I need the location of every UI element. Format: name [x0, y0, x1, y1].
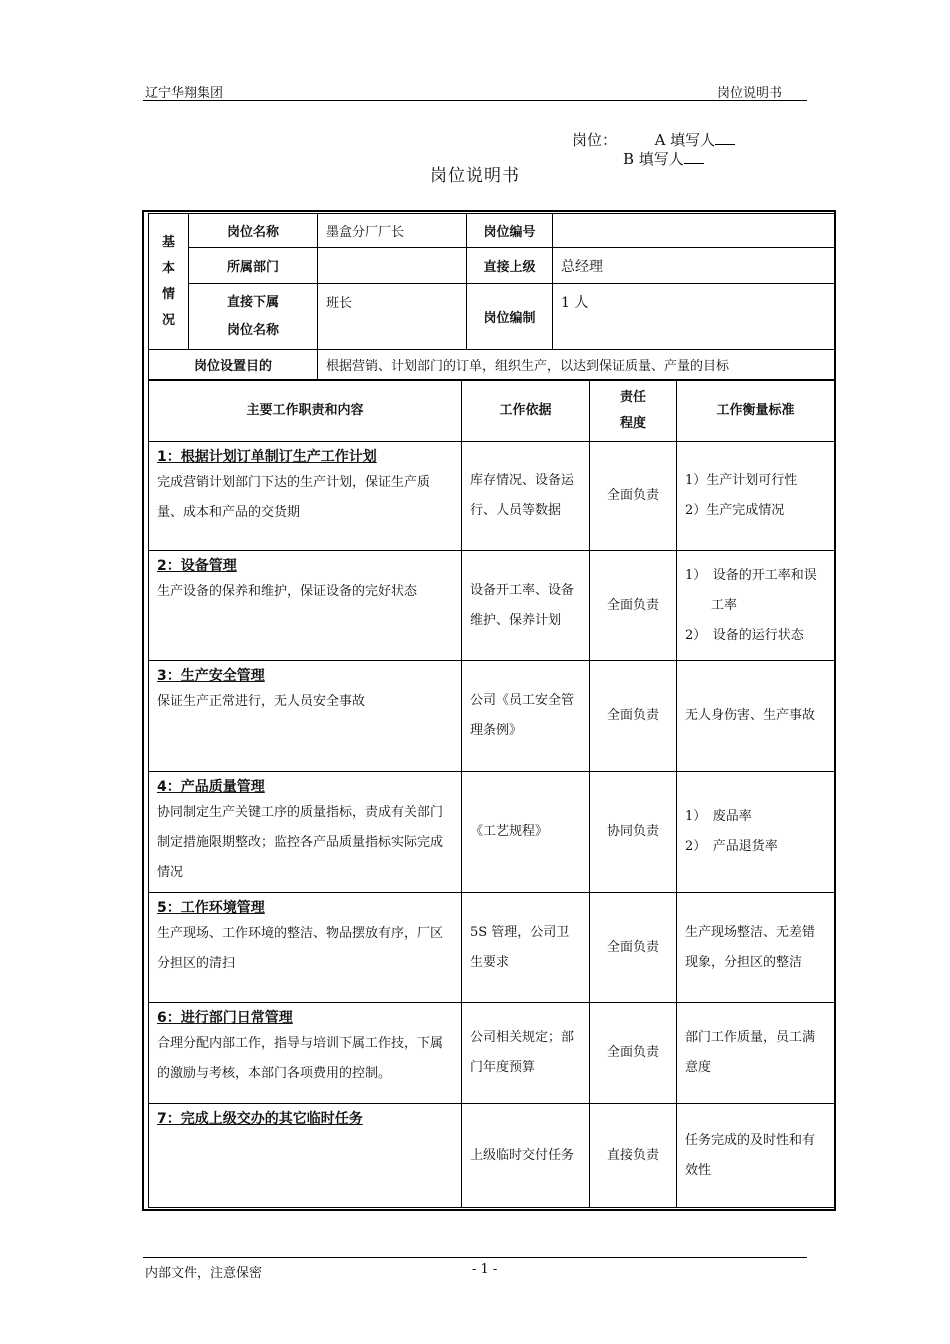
footer-note: 内部文件，注意保密: [145, 1266, 263, 1281]
duty-basis: 库存情况、设备运行、人员等数据: [462, 442, 590, 551]
table-row: [149, 1003, 835, 1104]
duty-header-responsibility: 责任 程度: [590, 381, 677, 442]
duty-content: [149, 1003, 462, 1104]
duty-resp: 全面负责: [590, 551, 677, 661]
duty-standard: 生产现场整洁、无差错现象，分担区的整洁: [677, 893, 835, 1003]
post-no-label: 岗位编号: [467, 214, 553, 248]
post-name-value[interactable]: 墨盒分厂厂长: [318, 214, 467, 248]
duty-standard: 1） 设备的开工率和误 工率 2） 设备的运行状态: [677, 551, 835, 661]
duty-resp: 全面负责: [590, 661, 677, 772]
basic-side-label: 基 本 情 况: [149, 214, 189, 350]
duty-content: [149, 661, 462, 772]
duty-resp: 全面负责: [590, 1003, 677, 1104]
duty-table: [148, 380, 835, 1208]
table-row: [149, 1104, 835, 1208]
duty-standard: 1） 废品率 2） 产品退货率: [677, 772, 835, 893]
table-row: [149, 893, 835, 1003]
duty-standard: 无人身伤害、生产事故: [677, 661, 835, 772]
headcount-label: 岗位编制: [467, 284, 553, 350]
duty-desc: 完成营销计划部门下达的生产计划，保证生产质量、成本和产品的交货期: [157, 475, 431, 520]
post-no-value[interactable]: [553, 214, 835, 248]
duty-content: [149, 1104, 462, 1208]
superior-value[interactable]: 总经理: [553, 248, 835, 284]
post-name-label: 岗位名称: [189, 214, 318, 248]
header-doc-type: 岗位说明书: [717, 86, 783, 101]
table-row: [149, 442, 835, 551]
duty-title: 1：根据计划订单制订生产工作计划: [157, 449, 377, 465]
duty-title: 7：完成上级交办的其它临时任务: [157, 1111, 363, 1127]
table-row: [149, 551, 835, 661]
fill-in-position: [572, 129, 735, 150]
header-company: 辽宁华翔集团: [145, 86, 224, 101]
position-label: 岗位：: [572, 131, 618, 149]
purpose-label: 岗位设置目的: [149, 350, 318, 380]
duty-resp: 直接负责: [590, 1104, 677, 1208]
duty-basis: 5S 管理，公司卫生要求: [462, 893, 590, 1003]
purpose-value[interactable]: 根据营销、计划部门的订单，组织生产，以达到保证质量、产量的目标: [318, 350, 835, 380]
header-rule: [143, 100, 807, 101]
duty-desc: 协同制定生产关键工序的质量指标，责成有关部门制定措施限期整改；监控各产品质量指标实际完成情况: [157, 805, 444, 880]
duty-standard: 1）生产计划可行性 2）生产完成情况: [677, 442, 835, 551]
page-title: 岗位说明书: [430, 166, 520, 186]
table-row: [149, 772, 835, 893]
duty-basis: 设备开工率、设备维护、保养计划: [462, 551, 590, 661]
duty-desc: 生产设备的保养和维护，保证设备的完好状态: [157, 584, 418, 599]
duty-content: [149, 893, 462, 1003]
footer-rule: [143, 1257, 807, 1258]
subordinate-label: 直接下属 岗位名称: [189, 284, 318, 350]
a-writer-blank[interactable]: [715, 130, 735, 145]
duty-basis: 上级临时交付任务: [462, 1104, 590, 1208]
duty-desc: 保证生产正常进行，无人员安全事故: [157, 694, 366, 709]
headcount-value[interactable]: 1 人: [553, 284, 835, 350]
duty-header-basis: 工作依据: [462, 381, 590, 442]
dept-value[interactable]: [318, 248, 467, 284]
basic-info-table: [148, 213, 835, 380]
duty-title: 4：产品质量管理: [157, 779, 265, 795]
duty-basis: 公司《员工安全管理条例》: [462, 661, 590, 772]
duty-title: 6：进行部门日常管理: [157, 1010, 293, 1026]
job-description-sheet: [142, 210, 836, 1211]
duty-header-standard: 工作衡量标准: [677, 381, 835, 442]
duty-resp: 全面负责: [590, 442, 677, 551]
duty-content: [149, 772, 462, 893]
duty-desc: 合理分配内部工作，指导与培训下属工作技，下属的激励与考核，本部门各项费用的控制。: [157, 1036, 444, 1081]
duty-content: [149, 442, 462, 551]
b-writer-label: B 填写人: [623, 150, 684, 168]
duty-desc: 生产现场、工作环境的整洁、物品摆放有序，厂区分担区的清扫: [157, 926, 444, 971]
duty-resp: 协同负责: [590, 772, 677, 893]
duty-content: [149, 551, 462, 661]
duty-basis: 《工艺规程》: [462, 772, 590, 893]
duty-title: 3：生产安全管理: [157, 668, 265, 684]
a-writer-label: A 填写人: [654, 131, 716, 149]
table-row: [149, 661, 835, 772]
subordinate-value[interactable]: 班长: [318, 284, 467, 350]
duty-standard: 任务完成的及时性和有效性: [677, 1104, 835, 1208]
duty-header-content: 主要工作职责和内容: [149, 381, 462, 442]
duty-basis: 公司相关规定；部门年度预算: [462, 1003, 590, 1104]
page-number: - 1 -: [472, 1262, 498, 1277]
duty-standard: 部门工作质量，员工满意度: [677, 1003, 835, 1104]
dept-label: 所属部门: [189, 248, 318, 284]
duty-resp: 全面负责: [590, 893, 677, 1003]
duty-title: 5：工作环境管理: [157, 900, 265, 916]
duty-title: 2：设备管理: [157, 558, 237, 574]
superior-label: 直接上级: [467, 248, 553, 284]
